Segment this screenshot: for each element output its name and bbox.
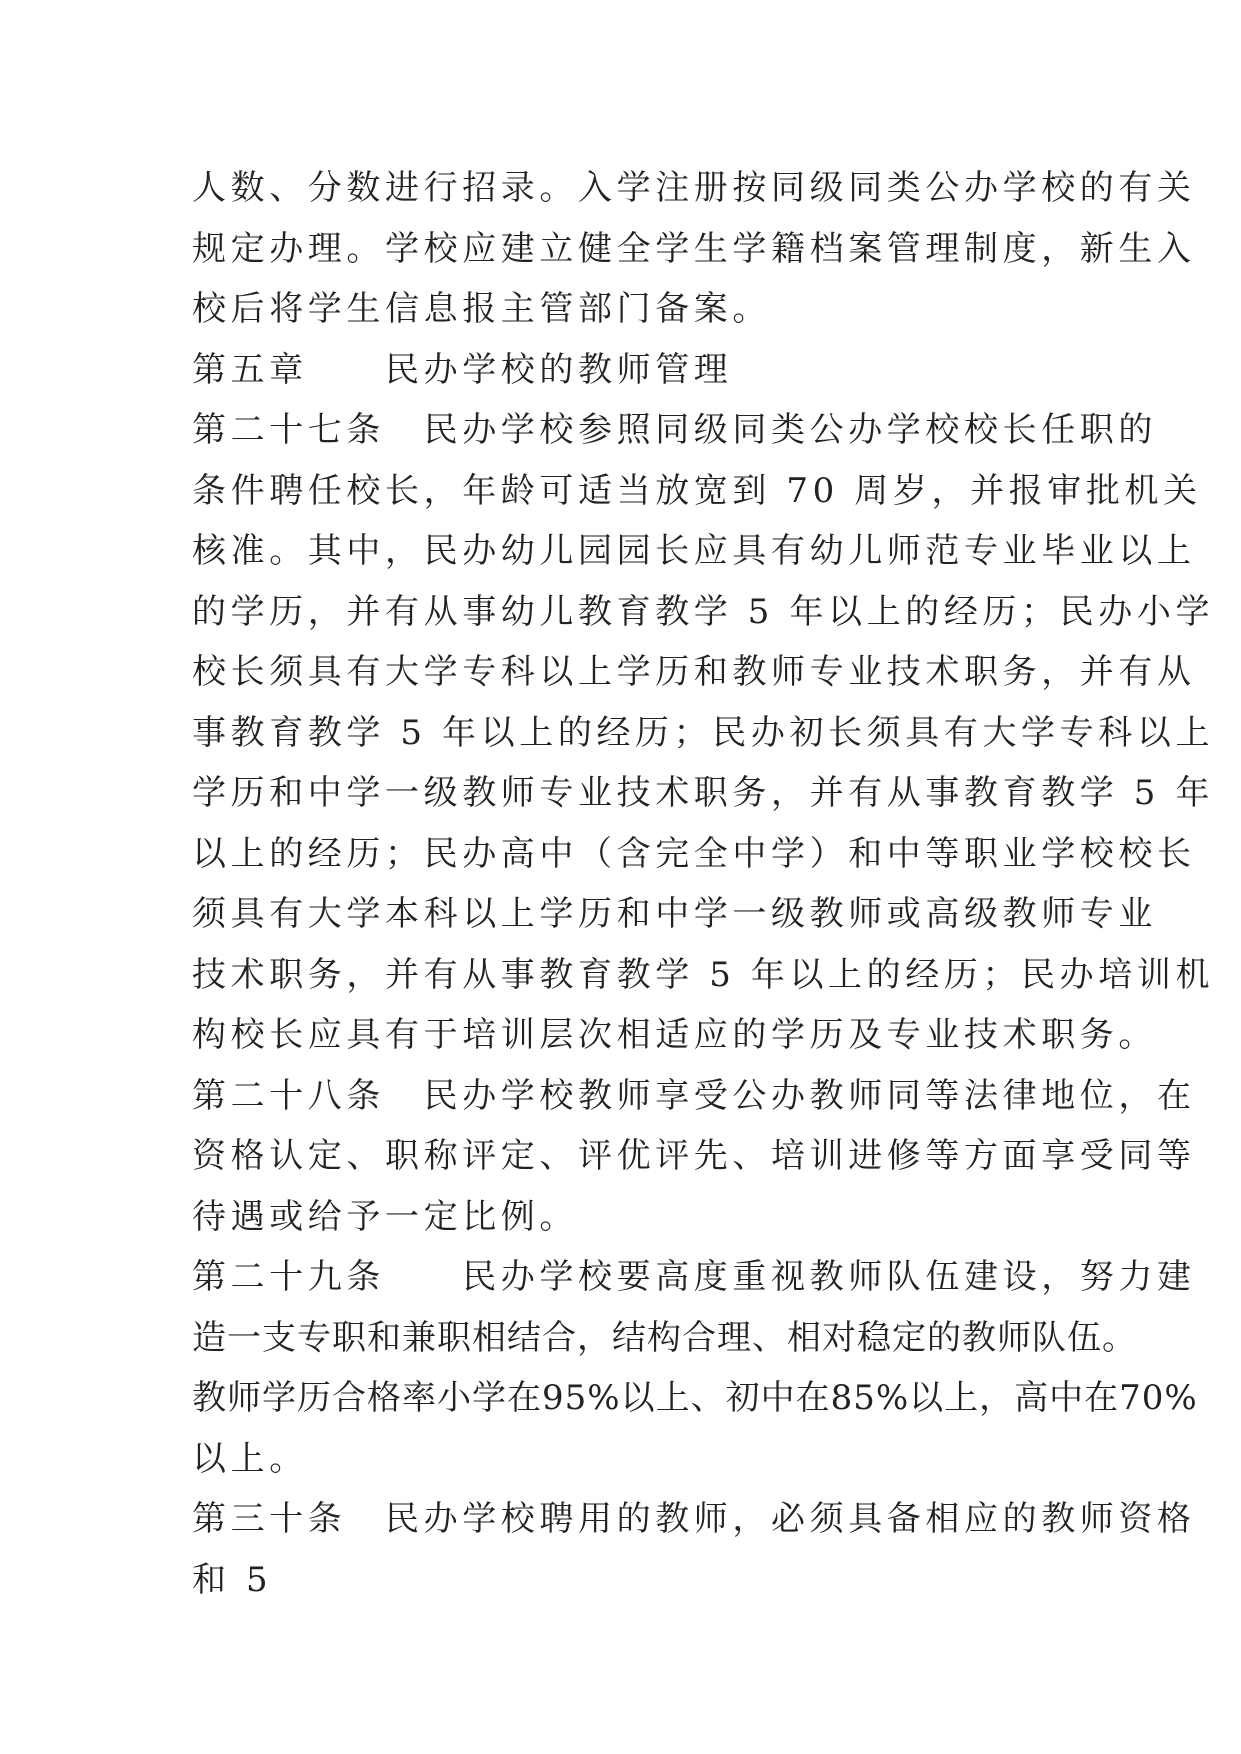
text-line: 技术职务，并有从事教育教学 5 年以上的经历；民办培训机 (192, 954, 1215, 995)
article-heading-30: 第三十条 民办学校聘用的教师，必须具备相应的教师资格 (192, 1499, 1196, 1539)
text-line: 构校长应具有于培训层次相适应的学历及专业技术职务。 (192, 1015, 1157, 1055)
text-line: 事教育教学 5 年以上的经历；民办初长须具有大学专科以上 (192, 712, 1215, 753)
text-line: 学历和中学一级教师专业技术职务，并有从事教育教学 5 年 (192, 773, 1215, 813)
text-line: 的学历，并有从事幼儿教育教学 5 年以上的经历；民办小学 (192, 591, 1215, 632)
text-line: 教师学历合格率小学在95%以上、初中在85%以上，高中在70% (192, 1378, 1198, 1418)
text-line: 以上的经历；民办高中（含完全中学）和中等职业学校校长 (192, 833, 1196, 874)
text-line: 资格认定、职称评定、评优评先、培训进修等方面享受同等 (192, 1136, 1196, 1176)
text-line: 以上。 (192, 1438, 308, 1479)
text-line: 核准。其中，民办幼儿园园长应具有幼儿师范专业毕业以上 (192, 531, 1196, 571)
text-line: 须具有大学本科以上学历和中学一级教师或高级教师专业 (192, 894, 1157, 934)
text-line: 造一支专职和兼职相结合，结构合理、相对稳定的教师队伍。 (192, 1317, 1137, 1358)
article-heading-28: 第二十八条 民办学校教师享受公办教师同等法律地位，在 (192, 1075, 1196, 1116)
text-line: 校后将学生信息报主管部门备案。 (192, 289, 771, 329)
text-line: 规定办理。学校应建立健全学生学籍档案管理制度，新生入 (192, 228, 1196, 269)
text-line: 校长须具有大学专科以上学历和教师专业技术职务，并有从 (192, 652, 1196, 692)
chapter-heading: 第五章 民办学校的教师管理 (192, 349, 733, 390)
text-line: 人数、分数进行招录。入学注册按同级同类公办学校的有关 (192, 168, 1196, 208)
article-heading-29: 第二十九条 民办学校要高度重视教师队伍建设，努力建 (192, 1257, 1196, 1297)
document-body (192, 158, 1215, 1610)
article-heading-27: 第二十七条 民办学校参照同级同类公办学校校长任职的 (192, 410, 1157, 450)
text-line: 和 5 (192, 1559, 273, 1600)
text-line: 待遇或给予一定比例。 (192, 1196, 578, 1237)
text-line: 条件聘任校长，年龄可适当放宽到 70 周岁，并报审批机关 (192, 470, 1202, 511)
